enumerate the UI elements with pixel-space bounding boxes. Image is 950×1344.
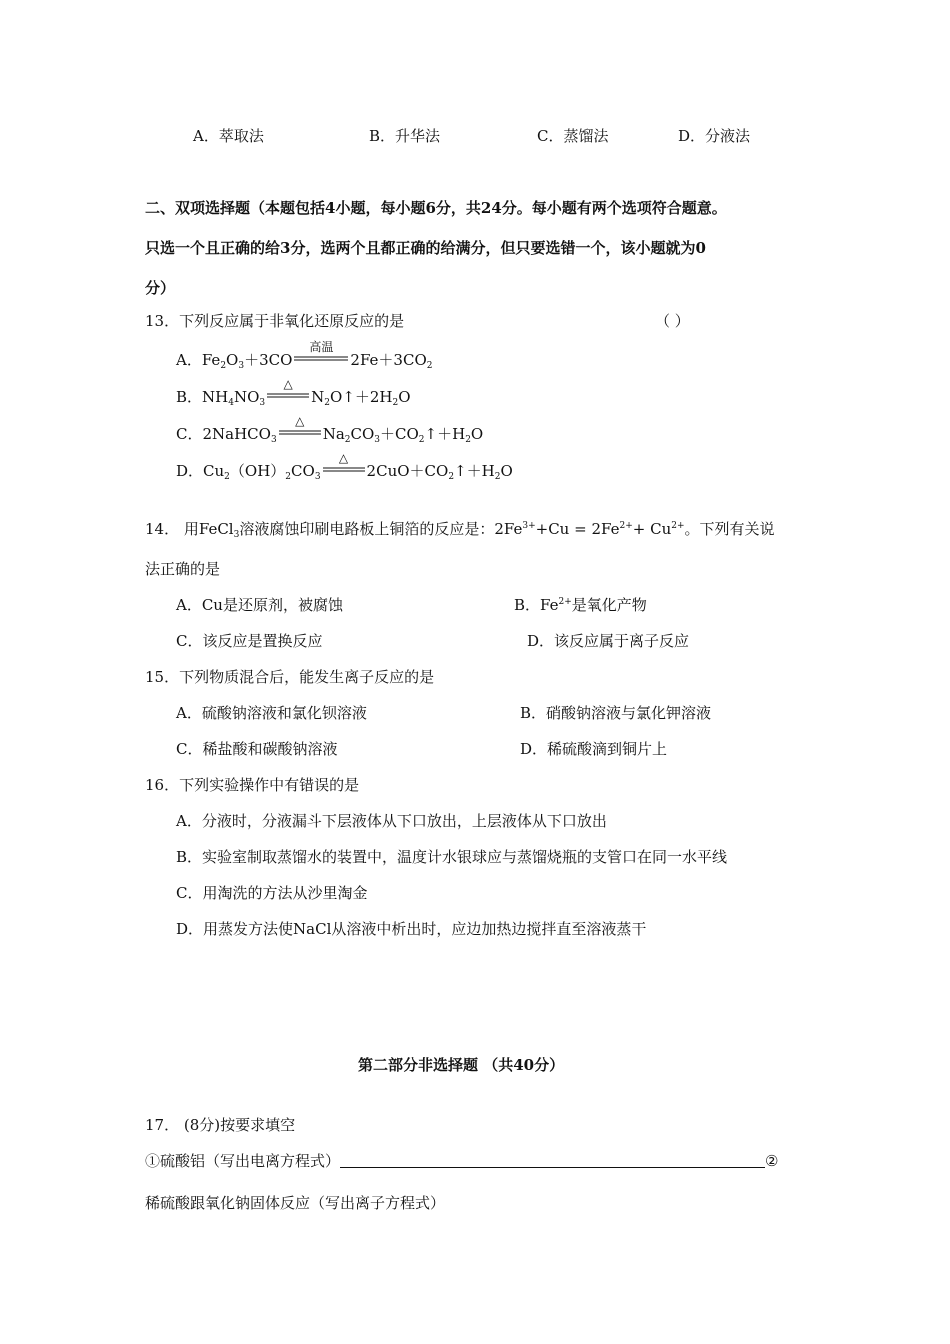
q15-option-d: D．稀硫酸滴到铜片上 bbox=[520, 740, 668, 758]
section2-header-line2: 只选一个且正确的给3分，选两个且都正确的给满分，但只要选错一个，该小题就为0 bbox=[145, 239, 706, 257]
part2-title: 第二部分非选择题 （共40分） bbox=[358, 1056, 565, 1074]
q14-stem-part1: 14． 用FeCl bbox=[145, 520, 234, 538]
q15-option-b: B．硝酸钠溶液与氯化钾溶液 bbox=[520, 704, 712, 722]
q13-answer-bracket: （ ） bbox=[655, 312, 690, 330]
q15-option-a: A．硫酸钠溶液和氯化钡溶液 bbox=[176, 704, 367, 722]
q14-option-b-prefix: B．Fe bbox=[514, 596, 559, 614]
q13-option-c: C．2NaHCO$_3$ △ $Na_2CO_3+CO_2↑+H_2O$ bbox=[176, 424, 483, 445]
q14-stem-part3: +Cu = 2Fe bbox=[535, 520, 620, 538]
q17-item2-mark: ② bbox=[765, 1152, 779, 1170]
q12-option-a: A．萃取法 bbox=[193, 127, 264, 145]
reaction-arrow-heat bbox=[277, 414, 323, 445]
section2-header-line3: 分） bbox=[145, 279, 176, 297]
q13-c-prefix: C．2NaHCO bbox=[176, 425, 271, 443]
q13-a-prefix: A．Fe bbox=[176, 351, 221, 369]
q16-option-d: D．用蒸发方法使NaCl从溶液中析出时，应边加热边搅拌直至溶液蒸干 bbox=[176, 920, 647, 938]
q16-option-b: B．实验室制取蒸馏水的装置中，温度计水银球应与蒸馏烧瓶的支管口在同一水平线 bbox=[176, 848, 728, 866]
q16-option-a: A．分液时，分液漏斗下层液体从下口放出，上层液体从下口放出 bbox=[176, 812, 607, 830]
reaction-condition-label: △ bbox=[338, 451, 349, 465]
q17-item1-text: ①硫酸铝（写出电离方程式） bbox=[145, 1152, 341, 1170]
q17-item1-line bbox=[145, 1151, 778, 1171]
q13-option-d: D．$Cu_2(OH)_2CO_3$ △ $2CuO+CO_2↑+H_2O$ bbox=[176, 461, 513, 482]
reaction-arrow-high-temp bbox=[292, 340, 350, 371]
reaction-condition-label: △ bbox=[295, 414, 305, 428]
q13-option-b: B．$NH_4NO_3$ △ $N_2O↑+2H_2O$ bbox=[176, 387, 411, 408]
q14-stem-part5: 。下列有关说 bbox=[684, 520, 775, 538]
q14-option-b-suffix: 是氧化产物 bbox=[571, 596, 647, 614]
answer-blank[interactable] bbox=[340, 1153, 765, 1168]
q16-option-c: C．用淘洗的方法从沙里淘金 bbox=[176, 884, 368, 902]
q14-stem-line2: 法正确的是 bbox=[145, 560, 221, 578]
q14-option-a: A．Cu是还原剂，被腐蚀 bbox=[176, 596, 343, 614]
section2-header-line1: 二、双项选择题（本题包括4小题，每小题6分，共24分。每小题有两个选项符合题意。 bbox=[145, 199, 727, 217]
q14-stem-part2: 溶液腐蚀印刷电路板上铜箔的反应是：2Fe bbox=[239, 520, 523, 538]
q16-stem: 16．下列实验操作中有错误的是 bbox=[145, 776, 360, 794]
q12-option-b: B．升华法 bbox=[369, 127, 441, 145]
q13-b-prefix: B．NH bbox=[176, 388, 229, 406]
q12-option-d: D．分液法 bbox=[678, 127, 751, 145]
q15-option-c: C．稀盐酸和碳酸钠溶液 bbox=[176, 740, 338, 758]
reaction-condition-label: 高温 bbox=[309, 340, 334, 354]
q13-option-a: A．$Fe_2O_3+3CO$ 高温 $2Fe+3CO_2$ bbox=[176, 350, 432, 371]
q14-option-b: B．$Fe^{2+}$是氧化产物 bbox=[514, 596, 647, 614]
q12-option-c: C．蒸馏法 bbox=[537, 127, 609, 145]
reaction-arrow-heat bbox=[321, 451, 367, 482]
q13-stem: 13．下列反应属于非氧化还原反应的是 bbox=[145, 312, 405, 330]
q14-stem-part4: + Cu bbox=[632, 520, 672, 538]
q13-d-prefix: D．Cu bbox=[176, 462, 225, 480]
q17-item2-text: 稀硫酸跟氧化钠固体反应（写出离子方程式） bbox=[145, 1194, 446, 1212]
reaction-condition-label: △ bbox=[283, 377, 293, 391]
reaction-arrow-heat bbox=[265, 377, 311, 408]
q14-stem: 14． 用FeCl$_3$溶液腐蚀印刷电路板上铜箔的反应是：$2Fe^{3+}+Cu = 2Fe^{2+}+ Cu^{2+}$。下列有关说 bbox=[145, 520, 775, 540]
q14-option-d: D．该反应属于离子反应 bbox=[527, 632, 690, 650]
q15-stem: 15．下列物质混合后，能发生离子反应的是 bbox=[145, 668, 435, 686]
q17-stem: 17． (8分)按要求填空 bbox=[145, 1116, 296, 1134]
q14-option-c: C．该反应是置换反应 bbox=[176, 632, 323, 650]
